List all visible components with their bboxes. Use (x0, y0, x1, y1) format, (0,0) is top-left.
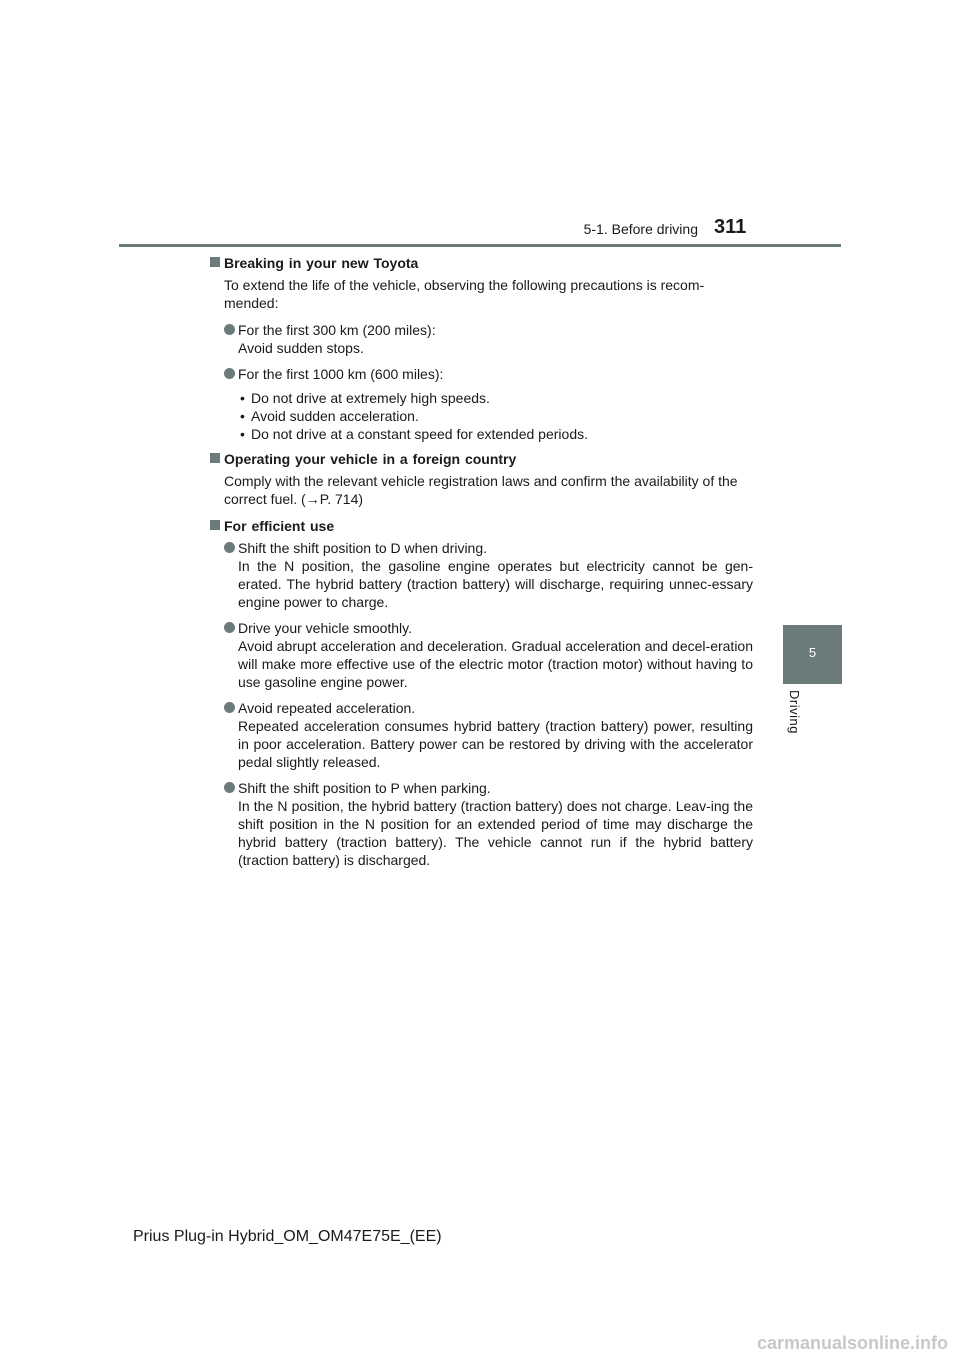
list-item (224, 779, 753, 869)
sub-list-item (238, 407, 753, 425)
sub-list-item (238, 389, 753, 407)
page-content (208, 254, 753, 877)
section-heading-text: Operating your vehicle in a foreign country (224, 451, 517, 467)
section-paragraph: To extend the life of the vehicle, observing the following precautions is recom-mended: (224, 277, 705, 311)
chapter-tab-label: Driving (787, 690, 802, 734)
sub-list-item-text: Avoid sudden acceleration. (251, 408, 419, 424)
list-item-body: Avoid sudden stops. (238, 340, 364, 356)
circle-bullet-icon (224, 782, 235, 793)
circle-bullet-icon (224, 324, 235, 335)
list-item (224, 539, 753, 611)
section-heading-efficient-use (208, 517, 753, 535)
page-number: 311 (714, 216, 747, 238)
list-item (224, 321, 753, 357)
square-bullet-icon (210, 453, 220, 463)
section-heading-text: For efficient use (224, 518, 335, 534)
list-item-body: In the N position, the gasoline engine operates but electricity cannot be gen-erated. The hybrid battery (traction battery) will discharge, requiring unnec-essary engine power to charge. (238, 558, 753, 610)
document-id: Prius Plug-in Hybrid_OM_OM47E75E_(EE) (133, 1228, 442, 1245)
list-item (224, 365, 753, 383)
list-item-title: For the first 300 km (200 miles): (238, 322, 436, 338)
circle-bullet-icon (224, 622, 235, 633)
sub-list-item-text: Do not drive at extremely high speeds. (251, 390, 490, 406)
list-item-body: In the N position, the hybrid battery (traction battery) does not charge. Leav-ing the shift position in the N position for an extended period of time may discharge the hybrid battery (traction battery). The vehicle cannot run if the hybrid battery (traction battery) is discharged. (238, 798, 753, 868)
circle-bullet-icon (224, 368, 235, 379)
chapter-tab-number: 5 (808, 645, 817, 660)
sub-list-item (238, 425, 753, 443)
dot-bullet-icon: • (240, 390, 245, 406)
header-rule (119, 244, 841, 247)
circle-bullet-icon (224, 702, 235, 713)
list-item-body: Avoid abrupt acceleration and deceleration. Gradual acceleration and decel-eration will make more effective use of the electric motor (traction motor) without having to use gasoline engine power. (238, 638, 753, 690)
list-item-title: Shift the shift position to P when parking. (238, 780, 491, 796)
section-heading-breaking-in (208, 254, 753, 272)
list-item-title: Drive your vehicle smoothly. (238, 620, 413, 636)
list-item (224, 699, 753, 771)
sub-list-item-text: Do not drive at a constant speed for extended periods. (251, 426, 588, 442)
watermark (716, 1332, 960, 1358)
section-title: 5-1. Before driving (583, 221, 698, 237)
chapter-tab (783, 625, 842, 684)
section-heading-text: Breaking in your new Toyota (224, 255, 419, 271)
list-item (224, 619, 753, 691)
list-item-title: For the first 1000 km (600 miles): (238, 366, 444, 382)
section-paragraph: Comply with the relevant vehicle registration laws and confirm the availability of the correct fuel. (→P. 714) (224, 473, 738, 507)
watermark-text: carmanualsonline.info (756, 1333, 948, 1353)
circle-bullet-icon (224, 542, 235, 553)
dot-bullet-icon: • (240, 426, 245, 442)
list-item-title: Shift the shift position to D when driving. (238, 540, 488, 556)
section-heading-foreign-country (208, 450, 753, 468)
square-bullet-icon (210, 257, 220, 267)
page-header (0, 0, 960, 246)
list-item-body: Repeated acceleration consumes hybrid battery (traction battery) power, resulting in poor acceleration. Battery power can be restored by driving with the accelerator pedal slightly released. (238, 718, 753, 770)
dot-bullet-icon: • (240, 408, 245, 424)
list-item-title: Avoid repeated acceleration. (238, 700, 416, 716)
square-bullet-icon (210, 520, 220, 530)
sub-list (238, 389, 753, 443)
